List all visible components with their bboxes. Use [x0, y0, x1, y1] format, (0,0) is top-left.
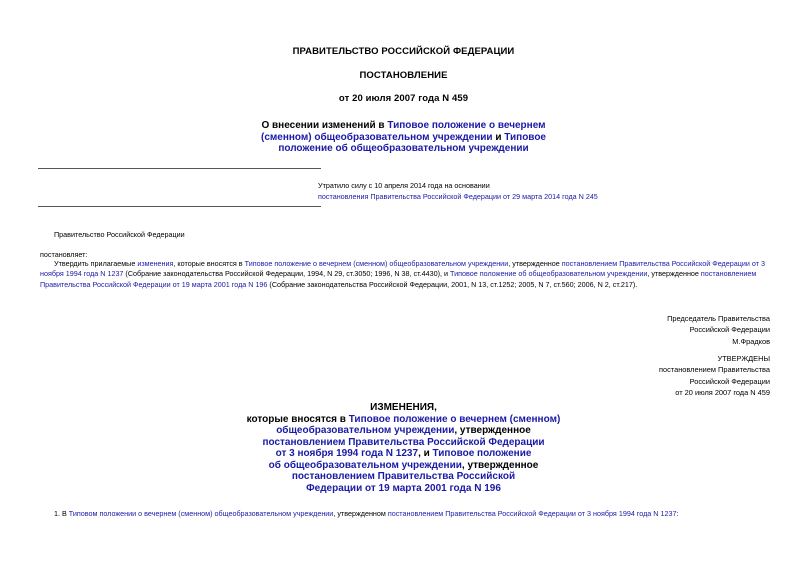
- resolution-paragraph: [40, 259, 790, 290]
- changes-general-link-cont[interactable]: об общеобразовательном учреждении: [268, 459, 462, 471]
- changes-text: которые вносятся в: [246, 413, 349, 425]
- item-text: 1. В: [54, 509, 69, 518]
- repeal-notice: [318, 180, 598, 202]
- doc-title: [0, 120, 807, 155]
- signature-name: М.Фрадков: [732, 336, 770, 346]
- evening-regulation-link[interactable]: Типовое положение о вечернем (сменном) общеобразовательном учреждении: [244, 259, 509, 268]
- para-text: , утвержденное: [647, 269, 701, 279]
- approval-line: Российской Федерации: [689, 376, 770, 386]
- changes-decree-196-link-cont[interactable]: Федерации от 19 марта 2001 года N 196: [306, 482, 501, 494]
- para-text: Утвердить прилагаемые: [54, 259, 138, 268]
- changes-text: , утвержденное: [454, 425, 531, 436]
- item-1-evening-link[interactable]: Типовом положении о вечернем (сменном) общеобразовательном учреждении: [68, 509, 334, 518]
- changes-heading: ИЗМЕНЕНИЯ,: [370, 402, 437, 413]
- repeal-notice-text: Утратило силу с 10 апреля 2014 года на основании: [318, 181, 490, 190]
- signature-country: Российской Федерации: [689, 325, 770, 335]
- decree-1237-link[interactable]: постановлением Правительства Российской Федерации от 3 ноября 1994 года N 1237: [40, 259, 765, 279]
- changes-general-link[interactable]: Типовое положение: [432, 448, 532, 459]
- notice-bottom-rule: [38, 206, 321, 207]
- title-prefix: О внесении изменений в: [261, 120, 388, 131]
- item-1: [54, 509, 678, 518]
- issuer-text: Правительство Российской Федерации: [54, 230, 185, 239]
- approval-heading: УТВЕРЖДЕНЫ: [717, 354, 770, 363]
- approval-line: постановлением Правительства: [659, 365, 770, 375]
- signature-block: [667, 313, 770, 347]
- para-text: , которые вносятся в: [173, 259, 245, 268]
- changes-decree-196-link[interactable]: постановлением Правительства Российской: [291, 471, 516, 482]
- approval-line: от 20 июля 2007 года N 459: [675, 387, 770, 397]
- para-text: (Собрание законодательства Российской Федерации, 1994, N 29, ст.3050; 1996, N 38, ст.4430), и: [123, 269, 450, 279]
- item-text: , утвержденном: [333, 509, 388, 518]
- title-link-general-regulation-cont[interactable]: положение об общеобразовательном учреждении: [278, 143, 529, 154]
- para-text: , утвержденное: [508, 259, 562, 268]
- decree-196-link[interactable]: постановлением Правительства Российской Федерации от 19 марта 2001 года N 196: [40, 269, 757, 289]
- item-text: :: [676, 509, 679, 518]
- title-and: и: [492, 131, 505, 143]
- general-regulation-link[interactable]: Типовое положение об общеобразовательном учреждении: [450, 269, 648, 279]
- government-heading: ПРАВИТЕЛЬСТВО РОССИЙСКОЙ ФЕДЕРАЦИИ: [292, 46, 515, 57]
- changes-link[interactable]: изменения: [137, 259, 174, 268]
- changes-heading-block: [0, 402, 807, 494]
- repeal-decree-link[interactable]: постановления Правительства Российской Федерации от 29 марта 2014 года N 245: [318, 192, 598, 201]
- changes-text: , и: [418, 448, 433, 459]
- item-1-decree-link[interactable]: постановлением Правительства Российской Федерации от 3 ноября 1994 года N 1237: [387, 509, 677, 518]
- title-link-general-regulation[interactable]: Типовое: [504, 131, 546, 143]
- changes-decree-1237-link[interactable]: постановлением Правительства Российской Федерации: [262, 436, 545, 448]
- changes-evening-link[interactable]: Типовое положение о вечернем (сменном): [348, 413, 561, 425]
- notice-top-rule: [38, 168, 321, 169]
- title-link-evening-regulation[interactable]: Типовое положение о вечернем: [387, 120, 546, 131]
- resolves-text: постановляет:: [40, 250, 88, 259]
- changes-evening-link-cont[interactable]: общеобразовательном учреждении: [276, 425, 455, 436]
- title-link-evening-regulation-cont[interactable]: (сменном) общеобразовательном учреждении: [260, 131, 493, 143]
- changes-decree-1237-link-cont[interactable]: от 3 ноября 1994 года N 1237: [275, 448, 419, 459]
- approval-block: [659, 353, 770, 398]
- changes-text: , утвержденное: [461, 459, 539, 471]
- doc-date: от 20 июля 2007 года N 459: [338, 93, 469, 104]
- doc-type-heading: ПОСТАНОВЛЕНИЕ: [359, 70, 448, 81]
- signature-position: Председатель Правительства: [667, 314, 770, 323]
- para-text: (Собрание законодательства Российской Федерации, 2001, N 13, ст.1252; 2005, N 7, ст.560; 2006, N 2, ст.217).: [267, 279, 638, 289]
